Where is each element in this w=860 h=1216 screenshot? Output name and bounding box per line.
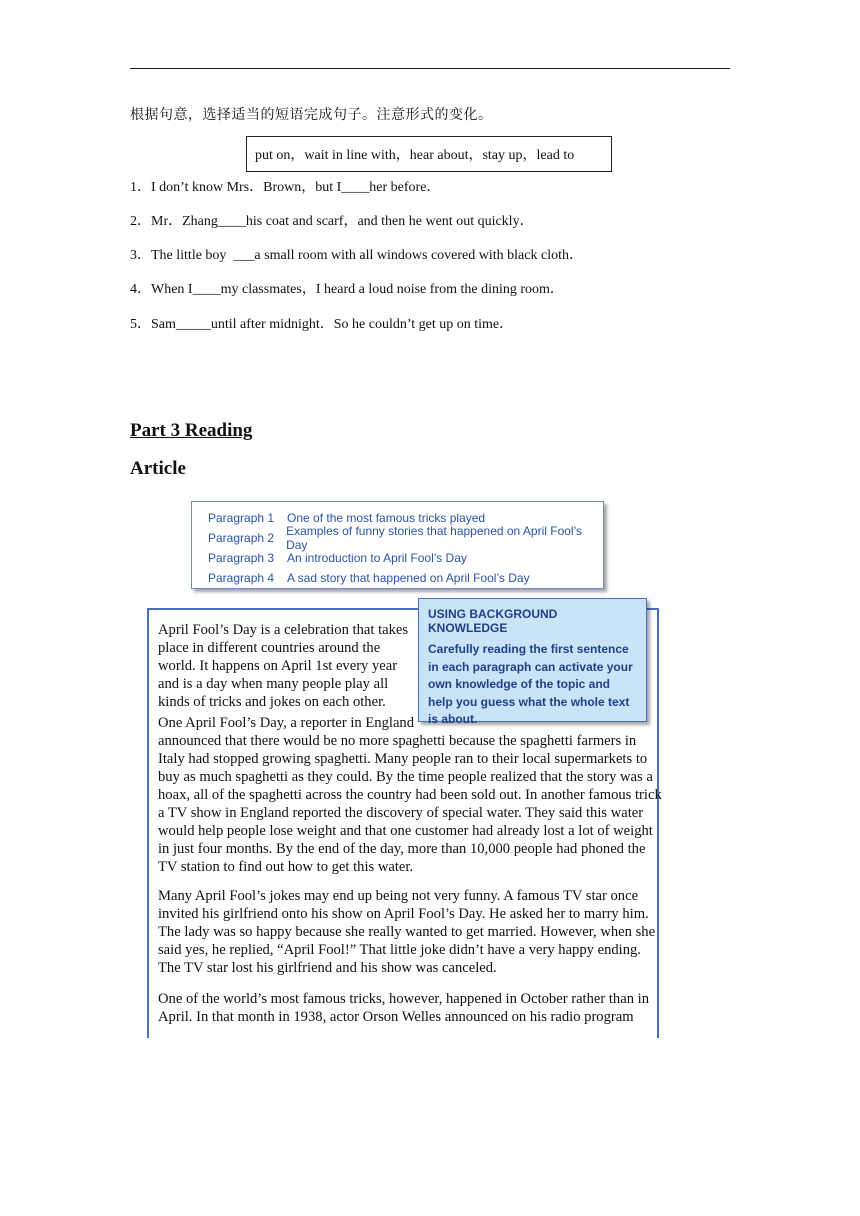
background-knowledge-text [428, 641, 636, 729]
article-line: and is a day when many people play all [158, 676, 389, 692]
article-line: kinds of tricks and jokes on each other. [158, 694, 386, 710]
background-knowledge-title: USING BACKGROUND KNOWLEDGE [428, 607, 558, 635]
header-rule [130, 68, 730, 69]
part-title: Part 3 Reading [130, 420, 253, 441]
article-line: TV station to find out how to get this water. [158, 859, 414, 875]
article-line: April. In that month in 1938, actor Orson Welles announced on his radio program [158, 1009, 634, 1025]
question-5: 5．Sam_____until after midnight．So he couldn’t get up on time． [130, 317, 514, 332]
article-line: a TV show in England reported the discovery of special water. They said this water [158, 805, 644, 821]
article-line: One April Fool’s Day, a reporter in England [158, 715, 415, 731]
phrase-bank-text: put on，wait in line with，hear about，stay up，lead to [255, 148, 575, 163]
paragraph-number: Paragraph 1 [208, 511, 275, 525]
article-heading: Article [130, 458, 186, 479]
article-line: One of the world’s most famous tricks, however, happened in October rather than in [158, 991, 650, 1007]
paragraph-list-item [208, 524, 603, 552]
paragraph-description: A sad story that happened on April Fool’s Day [287, 571, 530, 585]
paragraph-description: An introduction to April Fool’s Day [287, 551, 467, 565]
article-line: Many April Fool’s jokes may end up being not very funny. A famous TV star once [158, 888, 639, 904]
tip-line: is about. [428, 712, 478, 726]
tip-line: own knowledge of the topic and [428, 677, 610, 691]
paragraph-number: Paragraph 3 [208, 551, 275, 565]
article-line: Italy had stopped growing spaghetti. Many people ran to their local supermarkets to [158, 751, 648, 767]
article-line: invited his girlfriend onto his show on April Fool’s Day. He asked her to marry him. [158, 906, 649, 922]
paragraph-description: Examples of funny stories that happened on April Fool’s Day [286, 524, 583, 552]
article-line: buy as much spaghetti as they could. By the time people realized that the story was a [158, 769, 653, 785]
article-paragraph-3 [158, 887, 655, 977]
article-line: in just four months. By the end of the day, more than 10,000 people had phoned the [158, 841, 646, 857]
article-line: The lady was so happy because she really wanted to get married. However, when she [158, 924, 656, 940]
paragraph-number: Paragraph 4 [208, 571, 275, 585]
article-paragraph-4 [158, 990, 649, 1026]
article-line: world. It happens on April 1st every year [158, 658, 398, 674]
article-paragraph-1 [158, 621, 408, 711]
tip-line: in each paragraph can activate your [428, 659, 633, 674]
question-2: 2．Mr．Zhang____his coat and scarf，and then he went out quickly． [130, 214, 534, 229]
question-1: 1．I don’t know Mrs．Brown，but I____her before． [130, 180, 441, 195]
paragraph-description: One of the most famous tricks played [287, 511, 486, 525]
tip-line: Carefully reading the first sentence [428, 642, 629, 656]
tip-line: help you guess what the whole text [428, 694, 630, 709]
question-3: 3．The little boy ___a small room with all windows covered with black cloth． [130, 248, 583, 263]
paragraph-number: Paragraph 2 [208, 531, 275, 545]
background-knowledge-box [418, 598, 647, 726]
article-line: April Fool’s Day is a celebration that takes [158, 622, 409, 638]
article-line: The TV star lost his girlfriend and his show was canceled. [158, 960, 497, 976]
exercise-instruction: 根据句意，选择适当的短语完成句子。注意形式的变化。 [130, 108, 493, 123]
article-line: would help people lose weight and that one customer had already lost a lot of weight [158, 823, 653, 839]
article-line: hoax, all of the spaghetti across the country had been sold out. In another famous trick [158, 787, 662, 803]
article-line: announced that there would be no more spaghetti because the spaghetti farmers in [158, 733, 637, 749]
question-4: 4．When I____my classmates，I heard a loud noise from the dining room． [130, 282, 564, 297]
paragraph-list-item [208, 568, 603, 588]
article-line: said yes, he replied, “April Fool!” That little joke didn’t have a very happy ending. [158, 942, 641, 958]
article-paragraph-2 [158, 714, 662, 876]
paragraph-list-box [191, 501, 604, 589]
article-line: place in different countries around the [158, 640, 381, 656]
phrase-bank-box [246, 136, 612, 172]
